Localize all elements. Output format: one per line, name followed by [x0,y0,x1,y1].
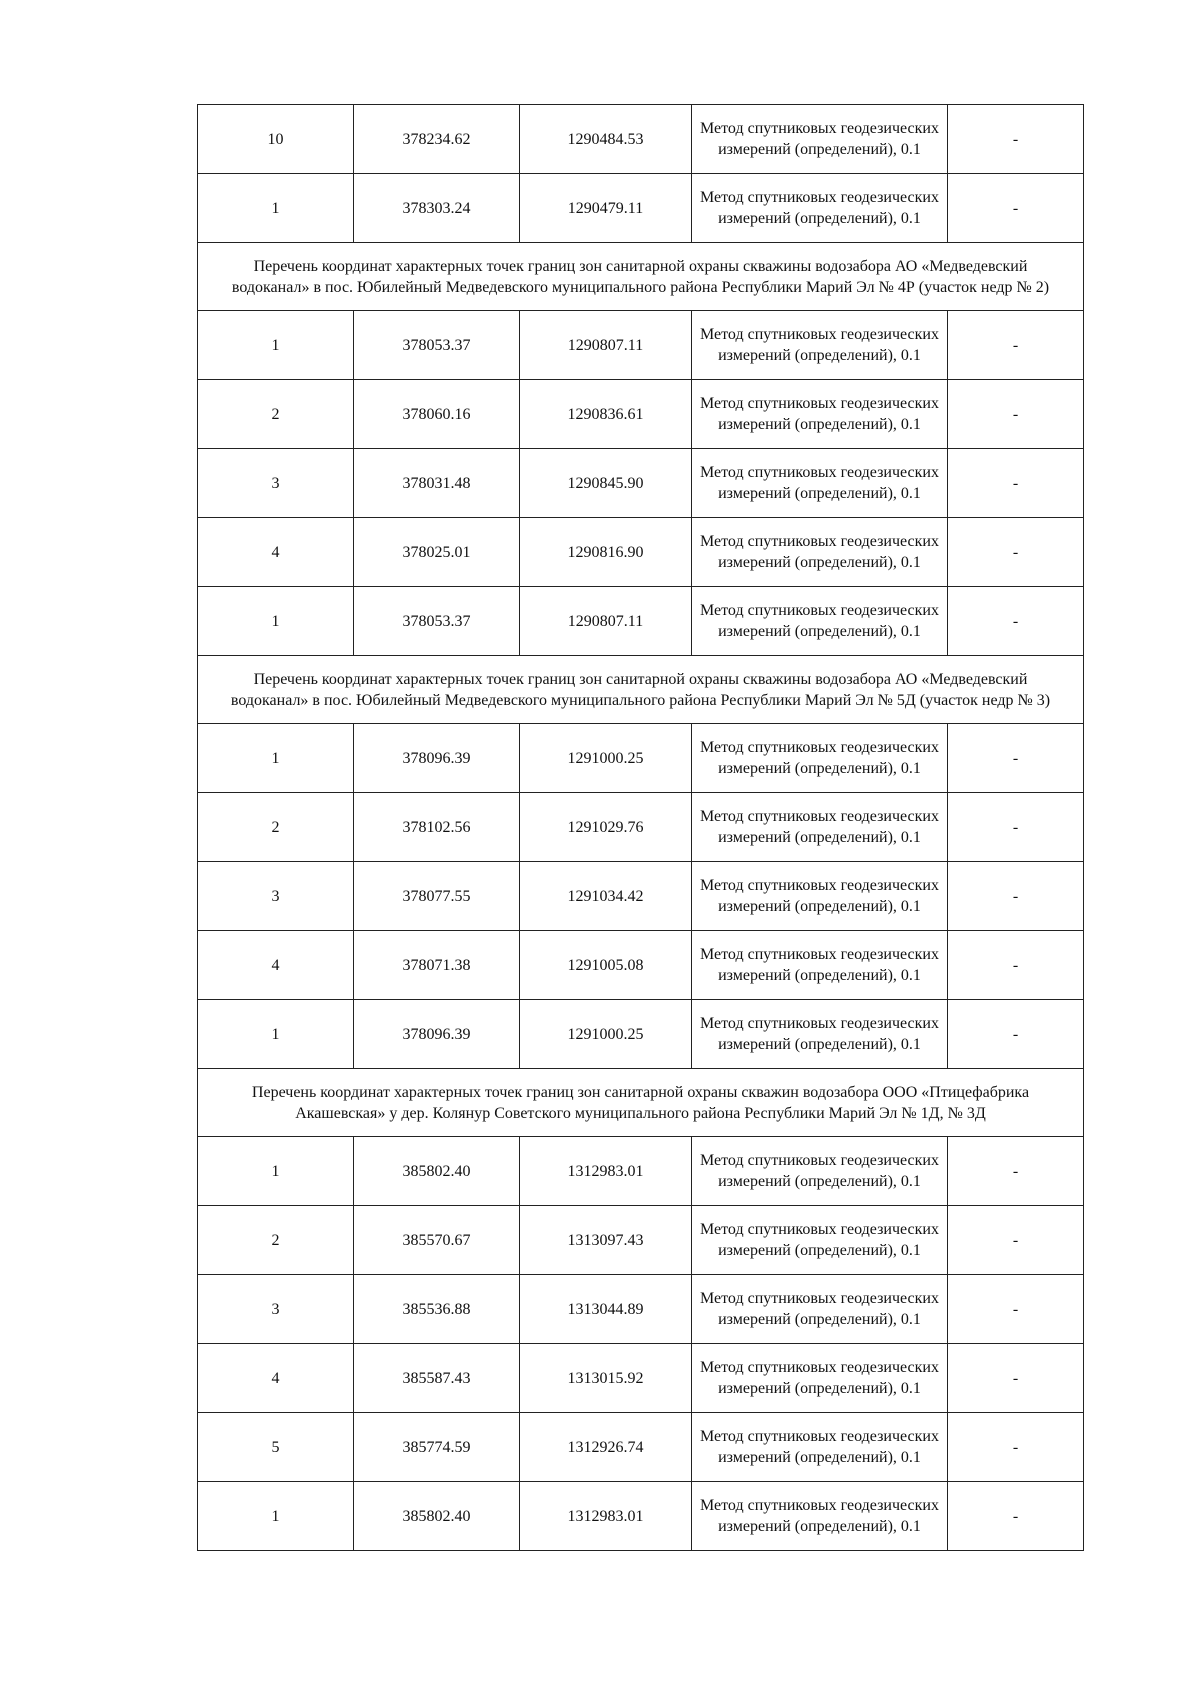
x-coordinate-cell: 378053.37 [354,587,520,656]
table-row [198,862,1084,931]
method-cell: Метод спутниковых геодезических измерений (определений), 0.1 [692,174,948,243]
description-cell: - [948,587,1084,656]
x-coordinate-cell: 378096.39 [354,724,520,793]
section-title: Перечень координат характерных точек границ зон санитарной охраны скважин водозабора ООО «Птицефабрика Акашевская» у дер. Колянур Советского муниципального района Республики Марий Эл № 1Д, № 3Д [198,1069,1084,1137]
point-number-cell: 2 [198,793,354,862]
method-cell: Метод спутниковых геодезических измерений (определений), 0.1 [692,1413,948,1482]
method-cell: Метод спутниковых геодезических измерений (определений), 0.1 [692,1206,948,1275]
coordinates-table-body [198,105,1084,1551]
x-coordinate-cell: 385570.67 [354,1206,520,1275]
method-cell: Метод спутниковых геодезических измерений (определений), 0.1 [692,1000,948,1069]
x-coordinate-cell: 385802.40 [354,1137,520,1206]
description-cell: - [948,931,1084,1000]
method-cell: Метод спутниковых геодезических измерений (определений), 0.1 [692,1482,948,1551]
point-number-cell: 1 [198,587,354,656]
method-cell: Метод спутниковых геодезических измерений (определений), 0.1 [692,1275,948,1344]
x-coordinate-cell: 378234.62 [354,105,520,174]
method-cell: Метод спутниковых геодезических измерений (определений), 0.1 [692,587,948,656]
section-title: Перечень координат характерных точек границ зон санитарной охраны скважины водозабора АО «Медведевский водоканал» в пос. Юбилейный Медведевского муниципального района Республики Марий Эл № 5Д (участок недр № 3) [198,656,1084,724]
description-cell: - [948,1000,1084,1069]
x-coordinate-cell: 385587.43 [354,1344,520,1413]
table-row [198,380,1084,449]
method-cell: Метод спутниковых геодезических измерений (определений), 0.1 [692,518,948,587]
point-number-cell: 2 [198,1206,354,1275]
point-number-cell: 3 [198,1275,354,1344]
description-cell: - [948,1413,1084,1482]
point-number-cell: 3 [198,862,354,931]
section-header-row [198,1069,1084,1137]
point-number-cell: 4 [198,1344,354,1413]
description-cell: - [948,1344,1084,1413]
description-cell: - [948,1137,1084,1206]
method-cell: Метод спутниковых геодезических измерений (определений), 0.1 [692,1344,948,1413]
method-cell: Метод спутниковых геодезических измерений (определений), 0.1 [692,931,948,1000]
x-coordinate-cell: 385774.59 [354,1413,520,1482]
table-row [198,1482,1084,1551]
table-row [198,518,1084,587]
x-coordinate-cell: 378071.38 [354,931,520,1000]
table-row [198,1137,1084,1206]
x-coordinate-cell: 385802.40 [354,1482,520,1551]
x-coordinate-cell: 378303.24 [354,174,520,243]
y-coordinate-cell: 1291000.25 [520,1000,692,1069]
description-cell: - [948,1275,1084,1344]
y-coordinate-cell: 1291034.42 [520,862,692,931]
description-cell: - [948,449,1084,518]
y-coordinate-cell: 1312983.01 [520,1137,692,1206]
description-cell: - [948,724,1084,793]
y-coordinate-cell: 1290484.53 [520,105,692,174]
table-row [198,449,1084,518]
table-row [198,311,1084,380]
y-coordinate-cell: 1313044.89 [520,1275,692,1344]
point-number-cell: 1 [198,174,354,243]
table-row [198,931,1084,1000]
section-title: Перечень координат характерных точек границ зон санитарной охраны скважины водозабора АО «Медведевский водоканал» в пос. Юбилейный Медведевского муниципального района Республики Марий Эл № 4Р (участок недр № 2) [198,243,1084,311]
coordinates-table [197,104,1084,1551]
x-coordinate-cell: 378053.37 [354,311,520,380]
x-coordinate-cell: 378077.55 [354,862,520,931]
table-row [198,1413,1084,1482]
point-number-cell: 10 [198,105,354,174]
table-row [198,105,1084,174]
section-header-row [198,243,1084,311]
method-cell: Метод спутниковых геодезических измерений (определений), 0.1 [692,1137,948,1206]
description-cell: - [948,105,1084,174]
y-coordinate-cell: 1313015.92 [520,1344,692,1413]
description-cell: - [948,380,1084,449]
x-coordinate-cell: 378031.48 [354,449,520,518]
y-coordinate-cell: 1290845.90 [520,449,692,518]
description-cell: - [948,1482,1084,1551]
description-cell: - [948,1206,1084,1275]
y-coordinate-cell: 1290807.11 [520,587,692,656]
y-coordinate-cell: 1313097.43 [520,1206,692,1275]
y-coordinate-cell: 1312983.01 [520,1482,692,1551]
table-row [198,587,1084,656]
point-number-cell: 1 [198,724,354,793]
x-coordinate-cell: 385536.88 [354,1275,520,1344]
method-cell: Метод спутниковых геодезических измерений (определений), 0.1 [692,449,948,518]
description-cell: - [948,518,1084,587]
point-number-cell: 1 [198,1482,354,1551]
method-cell: Метод спутниковых геодезических измерений (определений), 0.1 [692,380,948,449]
table-row [198,174,1084,243]
point-number-cell: 1 [198,1137,354,1206]
point-number-cell: 3 [198,449,354,518]
point-number-cell: 4 [198,518,354,587]
y-coordinate-cell: 1290479.11 [520,174,692,243]
table-row [198,1344,1084,1413]
table-row [198,1000,1084,1069]
x-coordinate-cell: 378025.01 [354,518,520,587]
point-number-cell: 4 [198,931,354,1000]
point-number-cell: 1 [198,311,354,380]
method-cell: Метод спутниковых геодезических измерений (определений), 0.1 [692,311,948,380]
y-coordinate-cell: 1291029.76 [520,793,692,862]
y-coordinate-cell: 1291005.08 [520,931,692,1000]
table-row [198,793,1084,862]
description-cell: - [948,311,1084,380]
x-coordinate-cell: 378060.16 [354,380,520,449]
description-cell: - [948,174,1084,243]
x-coordinate-cell: 378096.39 [354,1000,520,1069]
x-coordinate-cell: 378102.56 [354,793,520,862]
table-row [198,1275,1084,1344]
y-coordinate-cell: 1291000.25 [520,724,692,793]
method-cell: Метод спутниковых геодезических измерений (определений), 0.1 [692,862,948,931]
y-coordinate-cell: 1290807.11 [520,311,692,380]
y-coordinate-cell: 1290836.61 [520,380,692,449]
table-row [198,1206,1084,1275]
description-cell: - [948,862,1084,931]
point-number-cell: 1 [198,1000,354,1069]
point-number-cell: 5 [198,1413,354,1482]
point-number-cell: 2 [198,380,354,449]
y-coordinate-cell: 1290816.90 [520,518,692,587]
method-cell: Метод спутниковых геодезических измерений (определений), 0.1 [692,105,948,174]
method-cell: Метод спутниковых геодезических измерений (определений), 0.1 [692,724,948,793]
method-cell: Метод спутниковых геодезических измерений (определений), 0.1 [692,793,948,862]
y-coordinate-cell: 1312926.74 [520,1413,692,1482]
description-cell: - [948,793,1084,862]
section-header-row [198,656,1084,724]
table-row [198,724,1084,793]
